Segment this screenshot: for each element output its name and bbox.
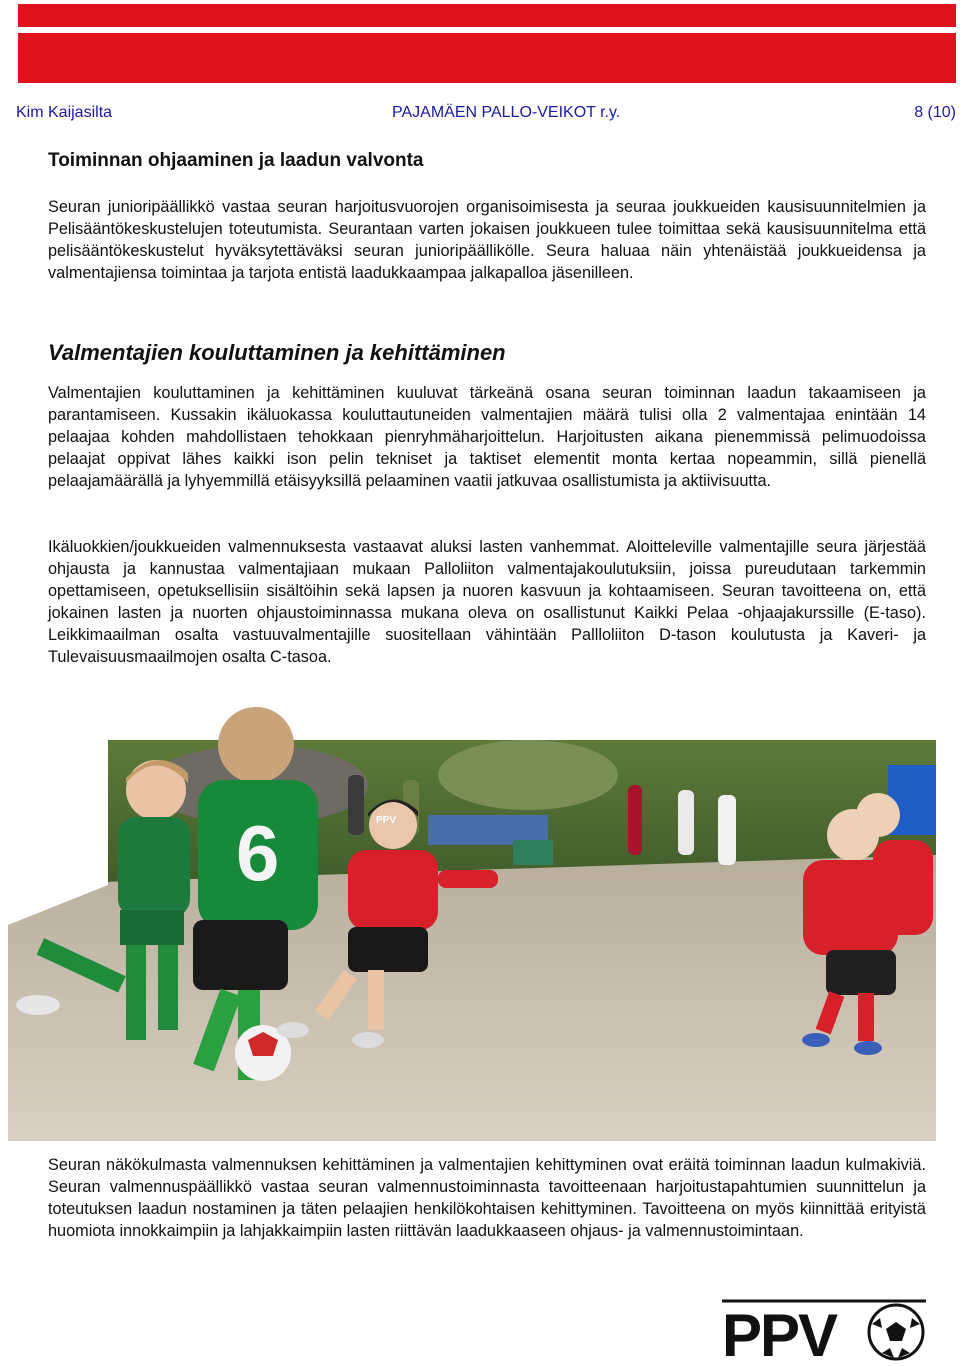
logo-text: PPV [722,1302,837,1362]
paragraph-coach-training: Valmentajien kouluttaminen ja kehittäminen kuuluvat tärkeänä osana seuran toiminnan laadun takaamiseen ja parantamiseen. Kussakin ikäluokassa kouluttautuneiden valmentajien määrä tulisi olla 2 valmentajaa enintään 14 pelaajaa kohden mahdollistaen tehokkaan pienryhmäharjoittelun. Harjoitusten aikana pienemmissä pelimuodoissa pelaajat oppivat lähes kaikki ison pelin tekniset ja taktiset elementit monta kertaa nopeammin, sillä pienellä pelaajamäärällä ja lyhyemmillä etäisyyksillä pelaaminen vaatii jatkuvaa osallistumista ja aktiivisuutta. [48,384,926,490]
football-photo [8,705,936,1141]
header-red-bar-bottom [18,33,956,83]
football-icon [869,1305,923,1359]
header-organization: PAJAMÄEN PALLO-VEIKOT r.y. [392,104,621,121]
jersey-number: 6 [236,809,280,897]
cap-badge: PPV [376,815,397,826]
header-author: Kim Kaijasilta [16,104,113,121]
header-page-number: 8 (10) [914,104,956,121]
paragraph-quality: Seuran junioripäällikkö vastaa seuran harjoitusvuorojen organisoimisesta ja seuraa joukkueiden kausisuunnitelmien ja Pelisääntökeskustelujen toteutumista. Seurantaan varten jokaisen joukkueen tulee toimittaa sekä kausisuunnitelma että pelisääntökeskustelut hyväksytettäväksi seuran junioripäällikölle. Seura haluaa näin yhtenäistää joukkueidensa ja valmentajiensa toimintaa ja tarjota entistä laadukkaampaa jalkapalloa jäsenilleen. [48,198,926,282]
paragraph-coaching-development: Seuran näkökulmasta valmennuksen kehittäminen ja valmentajien kehittyminen ovat eräitä toiminnan laadun kulmakiviä. Seuran valmennuspäällikkö vastaa seuran valmennustoiminnasta tavoitteenaan harjoitustapahtumien suunnittelun ja toteutuksen laadun nostaminen ja täten pelaajien henkilökohtaisen kehittyminen. Tavoitteena on myös kiinnittää erityistä huomiota innokkaimpiin ja lahjakkaimpiin lasten riittävän laadukkaaseen ohjaus- ja valmennustoimintaan. [48,1156,926,1240]
section-heading-quality: Toiminnan ohjaaminen ja laadun valvonta [48,150,424,171]
paragraph-coach-education: Ikäluokkien/joukkueiden valmennuksesta vastaavat aluksi lasten vanhemmat. Aloitteleville valmentajille seura järjestää ohjausta ja kannustaa valmentajiaan mukaan Palloliiton valmentajakoulutuksiin, joissa pureudutaan tarkemmin opettamiseen, opetuksellisiin sisältöihin sekä lapsen ja nuoren kasvuun ja kohtaamiseen. Seuran tavoitteena on, että jokainen lasten ja nuorten ohjaustoiminnassa mukana oleva on osallistunut Kaikki Pelaa -ohjaajakurssille (E-taso). Leikkimaailman osalta vastuuvalmentajille suositellaan vähintään Pallloliiton D-tason koulutusta ja Kaveri- ja Tulevaisuusmaailmojen osalta C-tasoa. [48,538,926,666]
header-red-bar-top [18,4,956,27]
ppv-logo [722,1298,926,1362]
section-heading-coaches: Valmentajien kouluttaminen ja kehittäminen [48,340,506,365]
page-header [16,104,956,124]
